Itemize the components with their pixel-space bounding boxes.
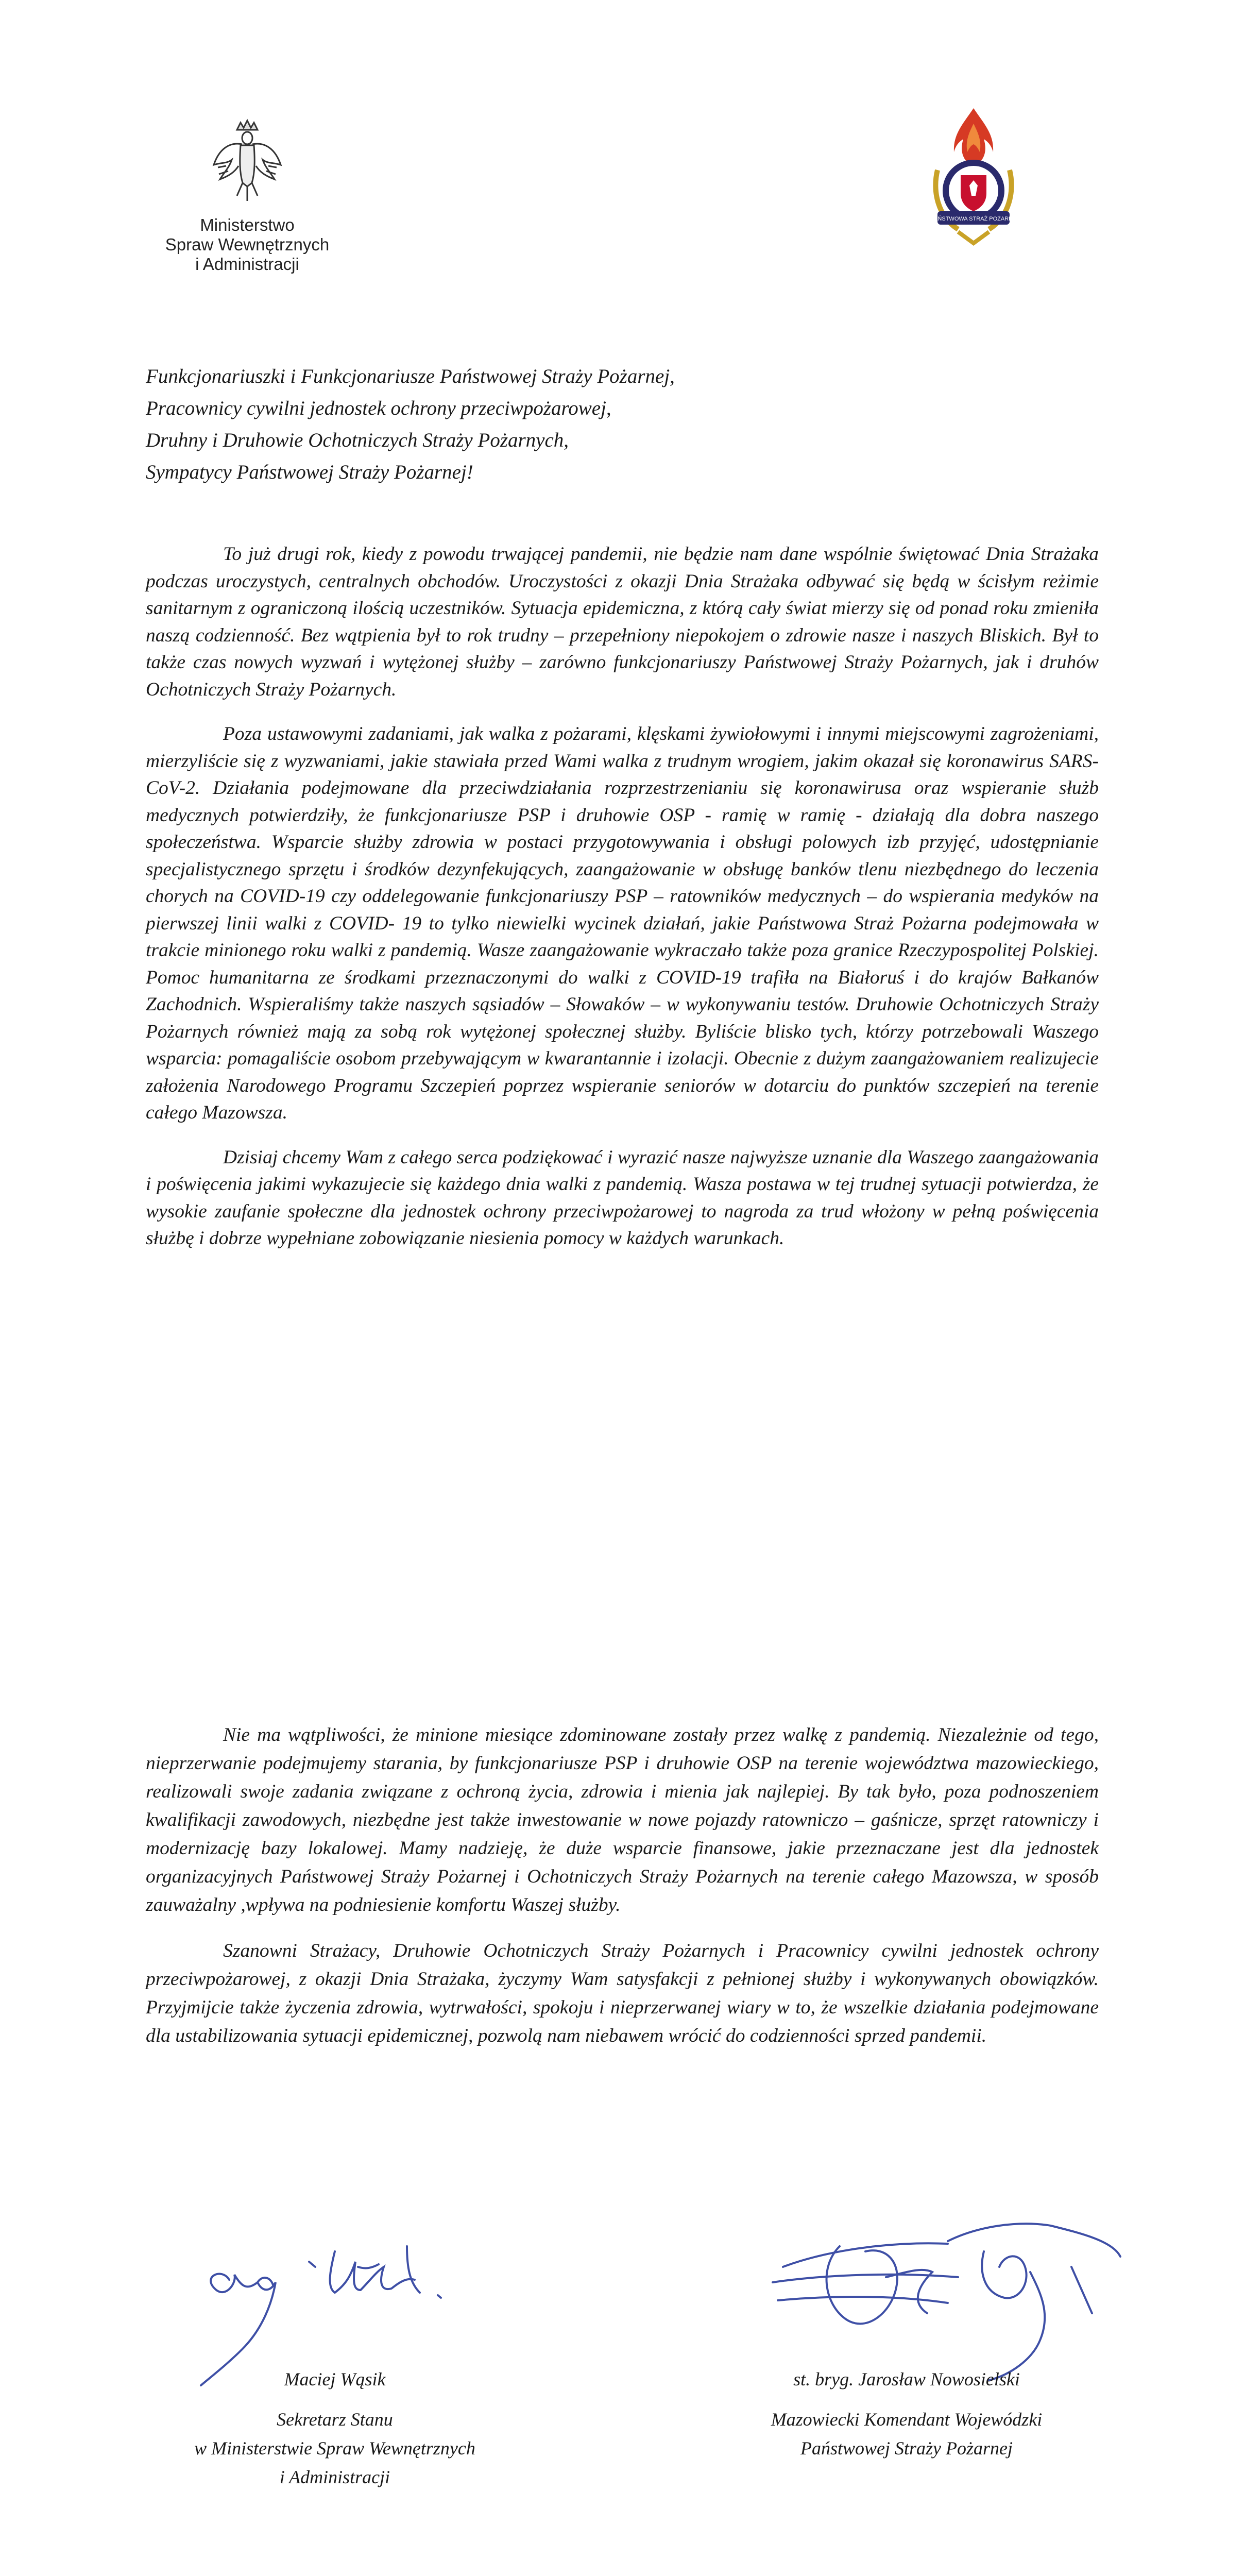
body-paragraph: Dzisiaj chcemy Wam z całego serca podziękować i wyrazić nasze najwyższe uznanie dla Waszego zaangażowania i poświęcenia jakimi wykazujecie się każdego dnia walki z pandemią. Wasza postawa w tej trudnej sytuacji potwierdza, że wysokie zaufanie społeczne dla jednostek ochrony przeciwpożarowej to nagroda za trud włożony w pełną poświęcenia służbę i dobrze wypełniane zobowiązanie niesienia pomocy w każdych warunkach.	[146, 1146, 1099, 1249]
signatory-title-line: Państwowej Straży Pożarnej	[800, 2438, 1013, 2459]
body-paragraph: To już drugi rok, kiedy z powodu trwającej pandemii, nie będzie nam dane wspólnie świętować Dnia Strażaka podczas uroczystych, centralnych obchodów. Uroczystości z okazji Dnia Strażaka odbywać się będą w ścisłym reżimie sanitarnym z ograniczoną ilością uczestników. Sytuacja epidemiczna, z którą cały świat mierzy się od ponad roku zmieniła naszą codzienność. Bez wątpienia był to rok trudny – przepełniony niepokojem o zdrowie nasze i naszych Bliskich. Był to także czas nowych wyzwań i wytężonej służby – zarówno funkcjonariuszy Państwowej Straży Pożarnych, jak i druhów Ochotniczych Straży Pożarnych.	[146, 544, 1099, 700]
ministry-header	[129, 118, 366, 274]
ministry-name-line-1: Ministerstwo	[200, 215, 295, 234]
salutation-line: Druhny i Druhowie Ochotniczych Straży Pożarnych,	[146, 429, 569, 451]
signatory-block-1	[139, 2365, 531, 2492]
salutation	[146, 361, 1099, 488]
psp-badge-text: PAŃSTWOWA STRAŻ POŻARNA	[930, 216, 1017, 222]
salutation-line: Pracownicy cywilni jednostek ochrony przeciwpożarowej,	[146, 397, 611, 419]
letter-body-part-2	[146, 1721, 1099, 2067]
signatory-title-line: i Administracji	[279, 2467, 390, 2487]
salutation-line: Sympatycy Państwowej Straży Pożarnej!	[146, 461, 473, 483]
body-paragraph: Nie ma wątpliwości, że minione miesiące zdominowane zostały przez walkę z pandemią. Niezależnie od tego, nieprzerwanie podejmujemy starania, by funkcjonariusze PSP i druhowie OSP na terenie województwa mazowieckiego, realizowali swoje zadania związane z ochroną życia, zdrowia i mienia jak najlepiej. By tak było, poza podnoszeniem kwalifikacji zawodowych, niezbędne jest także inwestowanie w nowe pojazdy ratowniczo – gaśnicze, sprzęt ratowniczy i modernizację bazy lokalowej. Mamy nadzieję, że duże wsparcie finansowe, jakie przeznaczane jest dla jednostek organizacyjnych Państwowej Straży Pożarnej i Ochotniczych Straży Pożarnych na terenie całego Mazowsza, w sposób zauważalny ,wpływa na podniesienie komfortu Waszej służby.	[146, 1724, 1099, 1916]
signatory-name: st. bryg. Jarosław Nowosielski	[793, 2369, 1020, 2389]
signatory-title-line: w Ministerstwie Spraw Wewnętrznych	[194, 2438, 475, 2459]
body-paragraph: Szanowni Strażacy, Druhowie Ochotniczych Straży Pożarnych i Pracownicy cywilni jednostek ochrony przeciwpożarowej, z okazji Dnia Strażaka, życzymy Wam satysfakcji z pełnionej służby i wykonywanych obowiązków. Przyjmijcie także życzenia zdrowia, wytrwałości, spokoju i nieprzerwanej wiary w to, że wszelkie działania podejmowane dla ustabilizowania sytuacji epidemicznej, pozwolą nam niebawem wrócić do codzienności sprzed pandemii.	[146, 1940, 1099, 2046]
letter-body-part-1	[146, 541, 1099, 1270]
signatory-name: Maciej Wąsik	[284, 2369, 386, 2389]
signatory-block-2	[685, 2365, 1128, 2463]
polish-eagle-emblem-icon	[209, 118, 286, 206]
signatory-title-line: Sekretarz Stanu	[277, 2409, 393, 2430]
ministry-name-line-2: Spraw Wewnętrznych	[165, 235, 330, 254]
body-paragraph: Poza ustawowymi zadaniami, jak walka z pożarami, klęskami żywiołowymi i innymi miejscowymi zagrożeniami, mierzyliście się z wyzwaniami, jakie stawiała przed Wami walka z trudnym wrogiem, jakim okazał się koronawirus SARS-CoV-2. Działania podejmowane dla przeciwdziałania rozprzestrzenianiu się koronawirusa oraz wspieranie służb medycznych potwierdziły, że funkcjonariusze PSP i druhowie OSP - ramię w ramię - działają dla dobra naszego społeczeństwa. Wsparcie służby zdrowia w postaci przygotowywania i obsługi polowych izb przyjęć, udostępnianie specjalistycznego sprzętu i środków dezynfekujących, zaangażowanie w obsługę banków tlenu niezbędnego do leczenia chorych na COVID-19 czy oddelegowanie funkcjonariuszy PSP – ratowników medycznych – do wspierania medyków na pierwszej linii walki z COVID- 19 to tylko niewielki wycinek działań, jakie Państwowa Straż Pożarna podejmowała w trakcie minionego roku walki z pandemią. Wasze zaangażowanie wykraczało także poza granice Rzeczypospolitej Polskiej. Pomoc humanitarna ze środkami przeznaczonymi do walki z COVID-19 trafiła na Białoruś i do krajów Bałkanów Zachodnich. Wspieraliśmy także naszych sąsiadów – Słowaków – w wykonywaniu testów. Druhowie Ochotniczych Straży Pożarnych również mają za sobą rok wytężonej społecznej służby. Byliście blisko tych, którzy potrzebowali Waszego wsparcia: pomagaliście osobom przebywającym w kwarantannie i izolacji. Obecnie z dużym zaangażowaniem realizujecie założenia Narodowego Programu Szczepień poprzez wspieranie seniorów w dotarciu do punktów szczepień na terenie całego Mazowsza.	[146, 723, 1099, 1123]
salutation-line: Funkcjonariuszki i Funkcjonariusze Państwowej Straży Pożarnej,	[146, 365, 675, 387]
ministry-name-line-3: i Administracji	[195, 255, 299, 274]
signatory-title-line: Mazowiecki Komendant Wojewódzki	[771, 2409, 1043, 2430]
handwritten-signature-icon	[762, 2210, 1123, 2385]
psp-fire-brigade-badge-icon	[922, 103, 1025, 247]
